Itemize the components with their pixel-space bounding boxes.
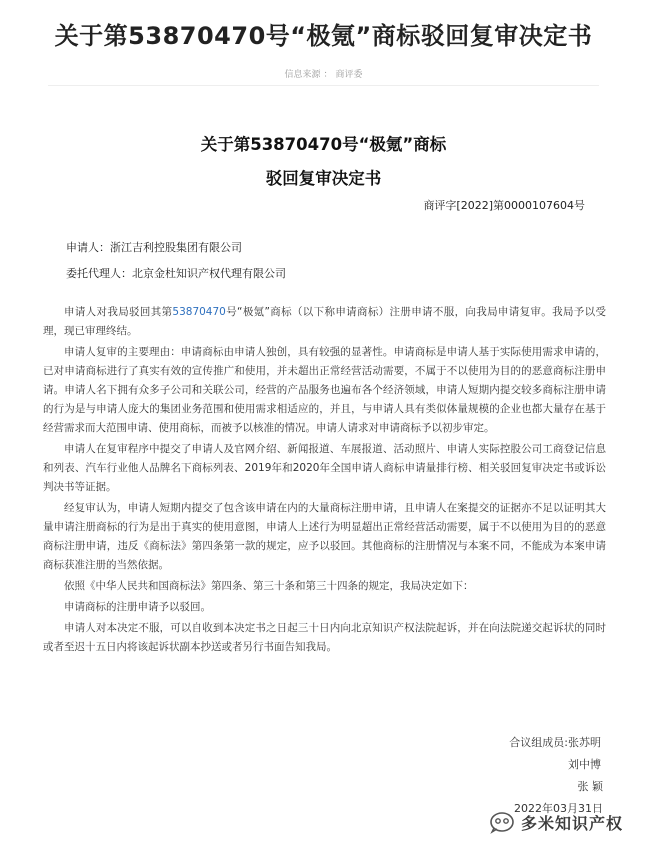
panel-member-3: 张 颖 bbox=[577, 780, 603, 793]
paragraph-7: 申请人对本决定不服，可以自收到本决定书之日起三十日内向北京知识产权法院起诉，并在向法院递交起诉状的同时或者至迟十五日内将该起诉状副本抄送或者另行书面告知我局。 bbox=[43, 622, 606, 653]
page-header-title: 关于第53870470号“极氪”商标驳回复审决定书 bbox=[54, 22, 593, 50]
paragraph-5: 依照《中华人民共和国商标法》第四条、第三十条和第三十四条的规定，我局决定如下： bbox=[64, 580, 474, 592]
panel-members: 合议组成员:张苏明 bbox=[509, 736, 601, 749]
trademark-number-link[interactable]: 53870470 bbox=[172, 306, 226, 318]
decision-date: 2022年03月31日 bbox=[514, 802, 603, 815]
paragraph-6: 申请商标的注册申请予以驳回。 bbox=[64, 601, 211, 613]
document-number: 商评字[2022]第0000107604号 bbox=[423, 199, 585, 212]
document-title-line-2: 驳回复审决定书 bbox=[265, 169, 382, 188]
agent-line: 委托代理人：北京金杜知识产权代理有限公司 bbox=[66, 267, 286, 280]
paragraph-1 bbox=[43, 303, 606, 341]
panel-member-2: 刘中博 bbox=[568, 758, 601, 771]
source-separator: ： bbox=[323, 70, 333, 80]
watermark bbox=[489, 807, 623, 837]
paragraph-3: 申请人在复审程序中提交了申请人及官网介绍、新闻报道、车展报道、活动照片、申请人实际控股公司工商登记信息和列表、汽车行业他人品牌名下商标列表、2019年和2020年全国申请人商标申请量排行榜、相关驳回复审决定书或诉讼判决书等证据。 bbox=[43, 443, 606, 493]
document-body bbox=[43, 303, 606, 657]
watermark-text: 多米知识产权 bbox=[520, 813, 623, 833]
paragraph-1-end: 号“极氪”商标（以下称申请商标）注册申请不服，向我局申请复审。我局予以受理，现已审理终结。 bbox=[43, 306, 606, 337]
header-divider bbox=[48, 85, 599, 86]
paragraph-2: 申请人复审的主要理由：申请商标由申请人独创，具有较强的显著性。申请商标是申请人基于实际使用需求申请的，已对申请商标进行了真实有效的宣传推广和使用，并未超出正常经营活动需要，不属于不以使用为目的的恶意商标注册申请。申请人名下拥有众多子公司和关联公司，经营的产品服务也遍布各个经济领域，申请人短期内提交较多商标注册申请的行为是与申请人庞大的集团业务范围和使用需求相适应的，并且，与申请人具有类似体量规模的企业也都大量存在基于经营需求而大范围申请、使用商标，而被予以核准的情况。申请人请求对申请商标予以初步审定。 bbox=[43, 346, 606, 434]
paragraph-1-start: 申请人对我局驳回其第 bbox=[64, 306, 173, 318]
applicant-line: 申请人：浙江吉利控股集团有限公司 bbox=[66, 241, 242, 254]
document-title-line-1: 关于第53870470号“极氪”商标 bbox=[200, 135, 447, 154]
wechat-official-account-icon bbox=[489, 810, 515, 834]
source-value: 商评委 bbox=[335, 70, 363, 80]
paragraph-4: 经复审认为，申请人短期内提交了包含该申请在内的大量商标注册申请，且申请人在案提交的证据亦不足以证明其大量申请注册商标的行为是出于真实的使用意图，申请人上述行为明显超出正常经营活动需要，属于不以使用为目的的恶意商标注册申请，违反《商标法》第四条第一款的规定，应予以驳回。其他商标的注册情况与本案不同，不能成为本案申请商标获准注册的当然依据。 bbox=[43, 502, 606, 571]
source-label: 信息来源 bbox=[284, 70, 321, 80]
source-line bbox=[0, 67, 647, 80]
